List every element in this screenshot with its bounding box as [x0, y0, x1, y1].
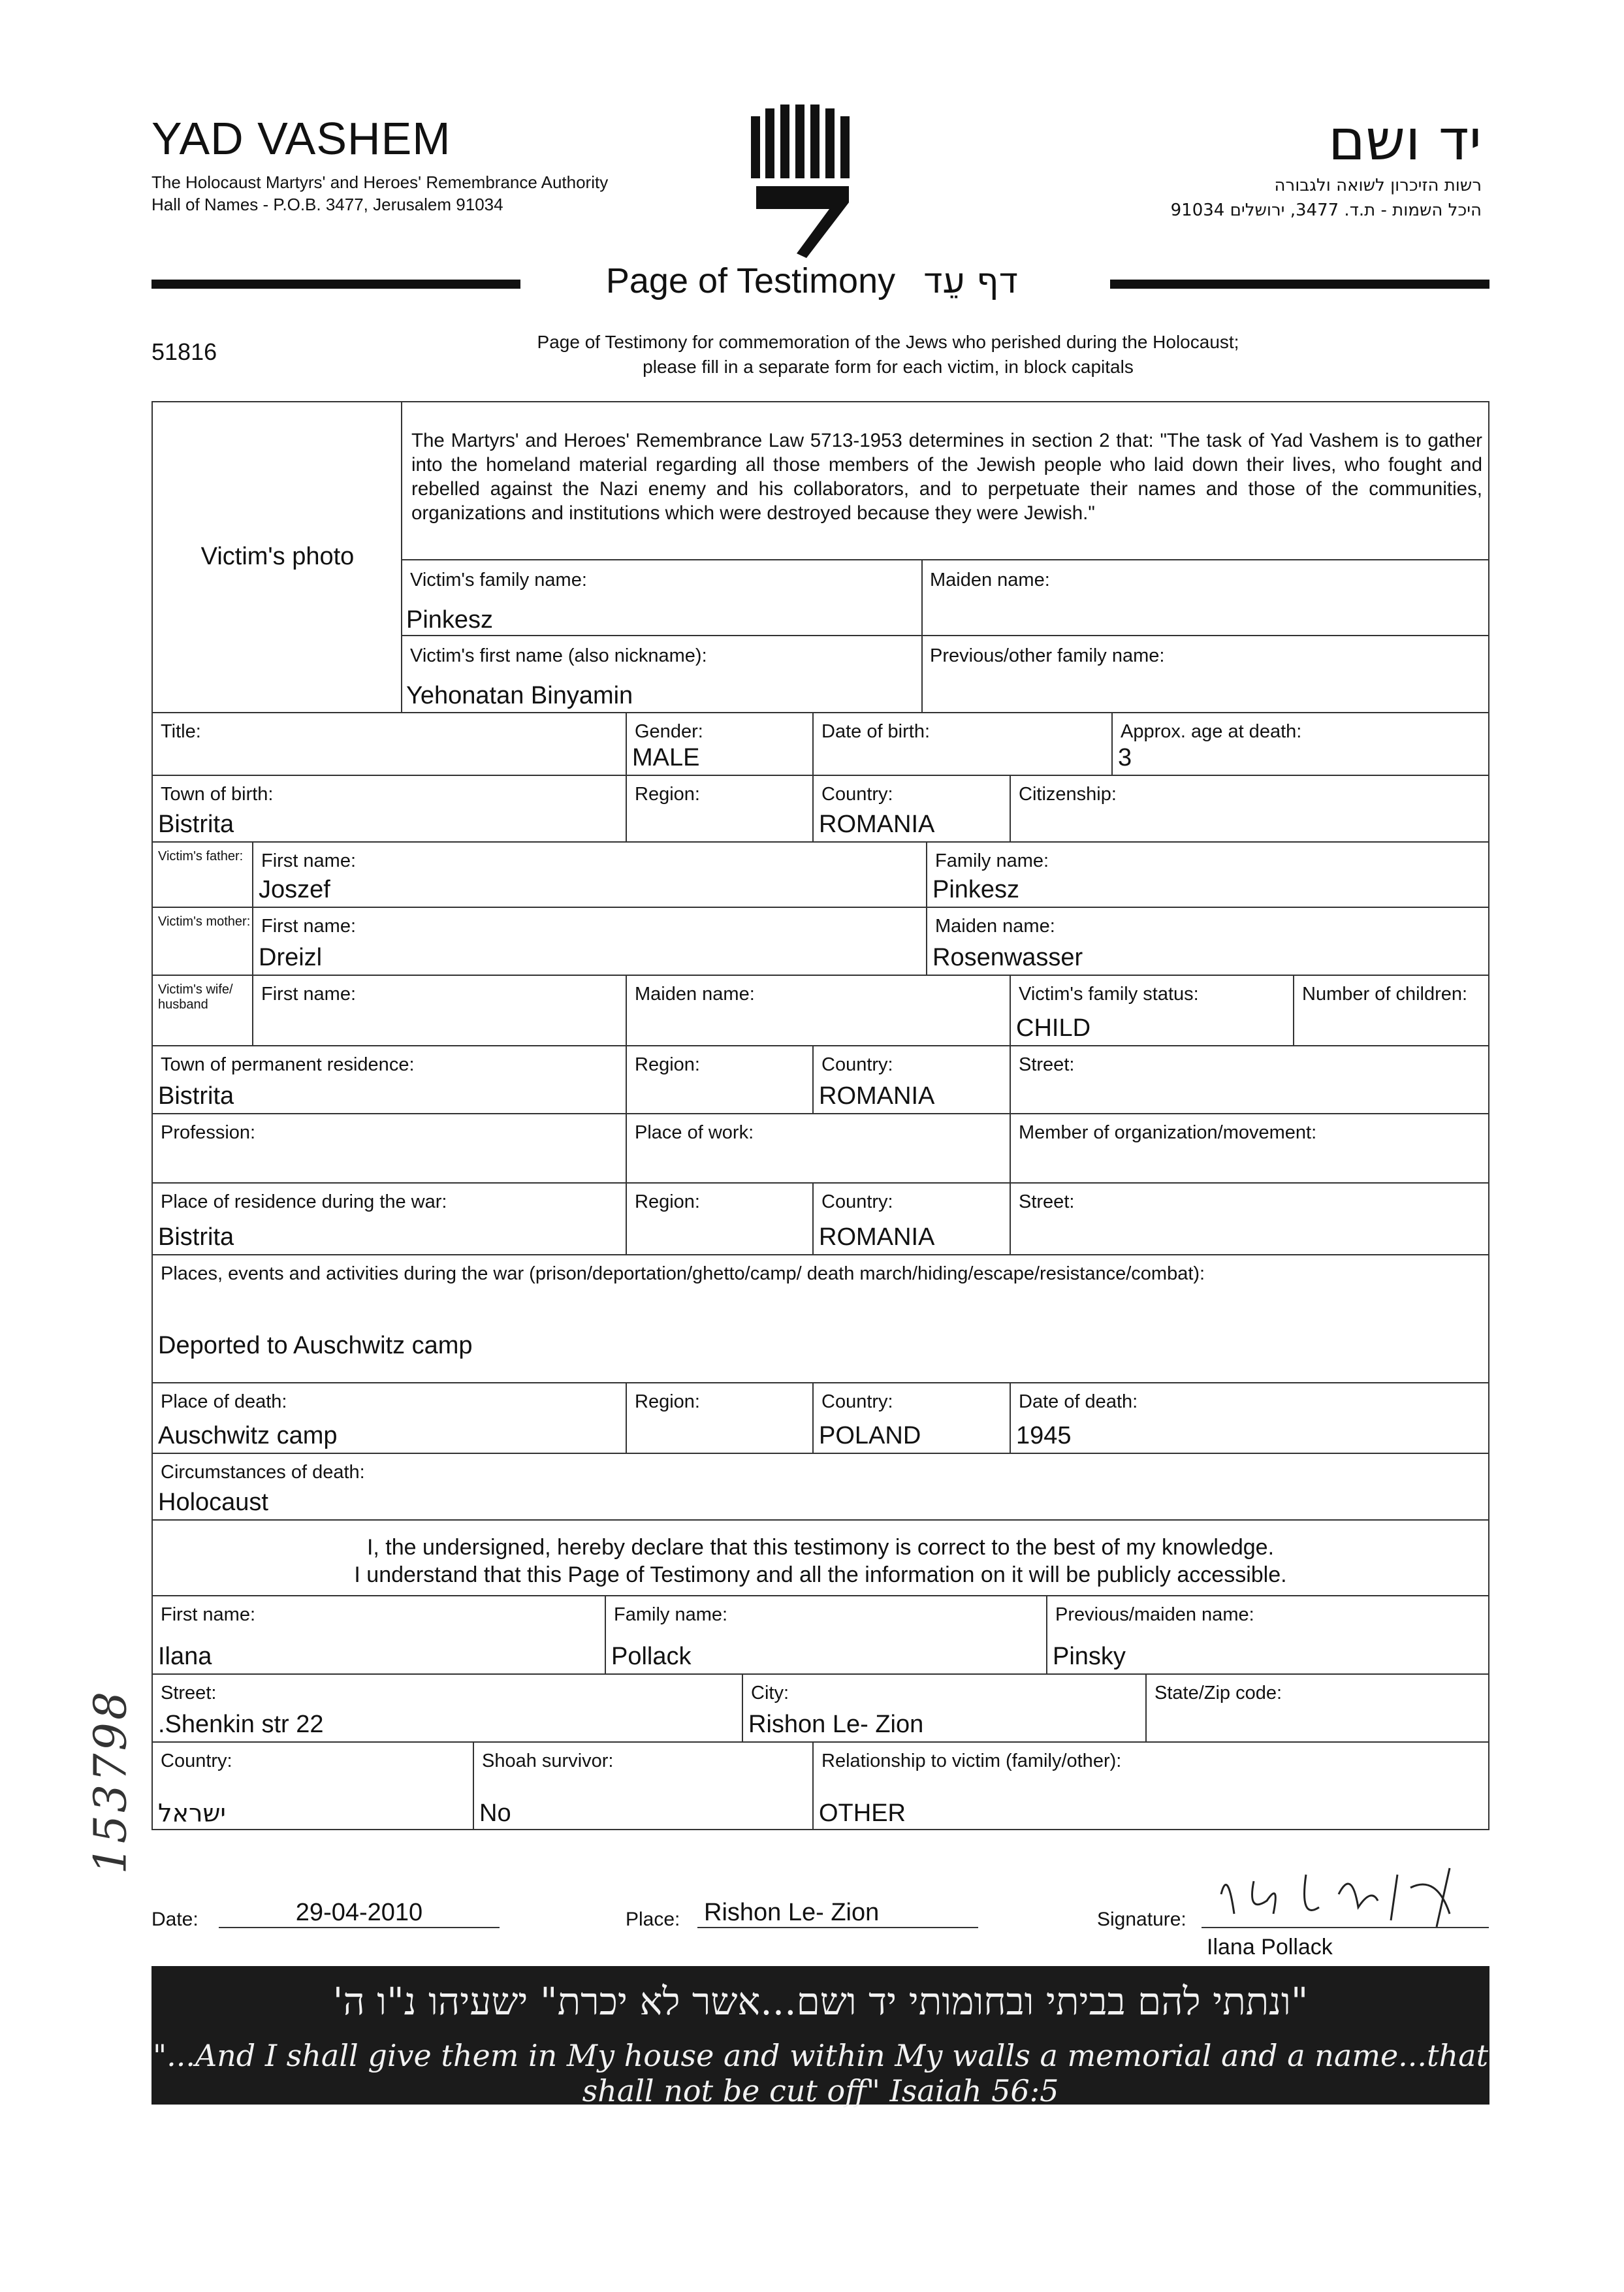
yad-vashem-logo: [744, 105, 862, 258]
war-country-value: ROMANIA: [819, 1223, 935, 1251]
relation-cell[interactable]: Relationship to victim (family/other): OTHER: [812, 1743, 1489, 1830]
perm-street-cell[interactable]: Street:: [1010, 1046, 1489, 1113]
profession-row: [153, 1114, 1488, 1184]
submitter-country-cell[interactable]: Country: ישראל: [158, 1751, 232, 1828]
war-town-value: Bistrita: [158, 1223, 234, 1251]
signature-field[interactable]: [1202, 1894, 1489, 1928]
spouse-maiden-cell[interactable]: Maiden name:: [626, 976, 1010, 1045]
address-line: Hall of Names - P.O.B. 3477, Jerusalem 91034: [151, 195, 503, 214]
page-title-en: Page of Testimony: [605, 261, 896, 300]
photo-label: Victim's photo: [200, 543, 355, 570]
member-cell[interactable]: Member of organization/movement:: [1010, 1114, 1489, 1182]
mother-first-cell[interactable]: First name: Dreizl: [252, 908, 926, 975]
family-name-label: Victim's family name:: [410, 570, 587, 590]
mother-maiden-value: Rosenwasser: [932, 944, 1083, 971]
permanent-residence-row: [153, 1046, 1488, 1114]
war-street-cell[interactable]: Street:: [1010, 1184, 1489, 1254]
signature-name: Ilana Pollack: [1207, 1935, 1333, 1960]
title-cell[interactable]: Title:: [161, 721, 201, 742]
submitter-street-cell[interactable]: Street: .Shenkin str 22: [158, 1683, 324, 1738]
submitter-name-row: [153, 1596, 1488, 1675]
date-value: 29-04-2010: [295, 1899, 423, 1926]
death-place-value: Auschwitz camp: [158, 1422, 338, 1449]
perm-country-value: ROMANIA: [819, 1082, 935, 1110]
perm-country-cell[interactable]: Country: ROMANIA: [812, 1046, 1010, 1113]
submitter-family-cell[interactable]: Family name: Pollack: [605, 1596, 1046, 1673]
profession-cell[interactable]: Profession:: [161, 1122, 256, 1143]
declaration-row: [153, 1521, 1488, 1596]
authority-line-he: רשות הזיכרון לשואה ולגבורה: [1274, 176, 1482, 195]
father-tag: Victim's father:: [158, 849, 244, 864]
isaiah-banner: [151, 1966, 1489, 2108]
mother-first-value: Dreizl: [259, 944, 323, 971]
circumstances-value: Holocaust: [158, 1489, 268, 1516]
yad-vashem-title-he: יד ושם: [1328, 108, 1482, 173]
submitter-first-value: Ilana: [158, 1643, 212, 1670]
maiden-name-label: Maiden name:: [930, 570, 1050, 590]
war-region-cell[interactable]: Region:: [626, 1184, 812, 1254]
children-cell[interactable]: Number of children:: [1293, 976, 1489, 1045]
place-field[interactable]: [697, 1894, 978, 1928]
submitter-first-cell[interactable]: First name: Ilana: [158, 1604, 256, 1670]
town-of-birth-cell[interactable]: Town of birth: Bistrita: [158, 784, 274, 838]
first-name-label: Victim's first name (also nickname):: [410, 645, 707, 666]
date-label: Date:: [151, 1909, 199, 1930]
instructions: [366, 330, 1410, 379]
age-value: 3: [1118, 744, 1132, 771]
family-status-value: CHILD: [1016, 1014, 1091, 1042]
prev-family-name-label: Previous/other family name:: [930, 645, 1165, 666]
work-cell[interactable]: Place of work:: [626, 1114, 1010, 1182]
events-label: Places, events and activities during the war (prison/deportation/ghetto/camp/ death march/hiding/escape/resistance/combat):: [161, 1263, 1205, 1284]
photo-box: [153, 402, 402, 712]
mother-row: [153, 908, 1488, 976]
birth-country-value: ROMANIA: [819, 811, 935, 838]
submitter-family-value: Pollack: [611, 1643, 692, 1670]
father-first-value: Joszef: [259, 876, 330, 903]
birth-row: [153, 776, 1488, 843]
dob-cell[interactable]: Date of birth:: [812, 713, 1111, 775]
submitter-country-row: [153, 1743, 1488, 1830]
death-place-cell[interactable]: Place of death: Auschwitz camp: [158, 1391, 338, 1449]
victim-header-block: [153, 402, 1488, 713]
signature-scribble: [1202, 1855, 1489, 1927]
gender-value: MALE: [632, 744, 700, 771]
survivor-cell[interactable]: Shoah survivor: No: [473, 1743, 812, 1830]
submitter-city-value: Rishon Le- Zion: [748, 1711, 924, 1738]
submitter-city-cell[interactable]: City: Rishon Le- Zion: [742, 1675, 1145, 1741]
citizenship-cell[interactable]: Citizenship:: [1010, 776, 1489, 841]
father-family-cell[interactable]: Family name: Pinkesz: [926, 843, 1489, 907]
father-family-value: Pinkesz: [932, 876, 1020, 903]
perm-town-value: Bistrita: [158, 1082, 234, 1110]
spouse-first-cell[interactable]: First name:: [252, 976, 626, 1045]
first-name-value[interactable]: Yehonatan Binyamin: [406, 682, 633, 709]
page-title-he: דף עֵד: [923, 260, 1019, 301]
place-label: Place:: [626, 1909, 680, 1930]
town-of-birth-value: Bistrita: [158, 811, 234, 838]
page-title: [0, 260, 1624, 301]
family-name-value[interactable]: Pinkesz: [406, 606, 494, 634]
submitter-zip-cell[interactable]: State/Zip code:: [1145, 1675, 1489, 1741]
submitter-country-value: ישראל: [158, 1799, 226, 1828]
testimony-form: [151, 401, 1489, 1830]
header-subtitle-he: [1171, 173, 1482, 223]
perm-region-cell[interactable]: Region:: [626, 1046, 812, 1113]
banner-english: "...And I shall give them in My house and within My walls a memorial and a name...that shall not be cut off" Isaiah 56:5: [152, 2038, 1489, 2108]
birth-region-cell[interactable]: Region:: [626, 776, 812, 841]
death-country-cell[interactable]: Country: POLAND: [812, 1383, 1010, 1453]
spouse-row: [153, 976, 1488, 1046]
submitter-prev-value: Pinsky: [1053, 1643, 1126, 1670]
address-line-he: היכל השמות - ת.ד. 3477, ירושלים 91034: [1170, 201, 1482, 220]
perm-town-cell[interactable]: Town of permanent residence: Bistrita: [158, 1054, 415, 1110]
survivor-value: No: [479, 1800, 511, 1827]
mother-maiden-cell[interactable]: Maiden name: Rosenwasser: [926, 908, 1489, 975]
gender-cell[interactable]: Gender: MALE: [626, 713, 812, 775]
war-town-cell[interactable]: Place of residence during the war: Bistrita: [158, 1191, 447, 1251]
birth-country-cell[interactable]: Country: ROMANIA: [812, 776, 1010, 841]
declaration-text: I, the undersigned, hereby declare that this testimony is correct to the best of my knowledge. I understand that this Page of Testimony and all the information on it will be publicly accessible.: [354, 1535, 1287, 1587]
date-field[interactable]: [219, 1894, 500, 1928]
law-text: The Martyrs' and Heroes' Remembrance Law 5713-1953 determines in section 2 that: "The task of Yad Vashem is to gather into the homeland material regarding all those members of the Jewish people who laid down their lives, who fought and rebelled against the Nazi enemy and his collaborators, and to perpetuate their names and those of the communities, organizations and institutions which were destroyed because they were Jewish.": [411, 430, 1482, 524]
circumstances-label: Circumstances of death:: [161, 1462, 365, 1483]
death-row: [153, 1383, 1488, 1454]
death-country-value: POLAND: [819, 1422, 921, 1449]
signature-label: Signature:: [1097, 1909, 1186, 1930]
submitter-prev-cell[interactable]: Previous/maiden name: Pinsky: [1046, 1596, 1489, 1673]
family-status-cell[interactable]: Victim's family status: CHILD: [1010, 976, 1293, 1045]
authority-line: The Holocaust Martyrs' and Heroes' Remembrance Authority: [151, 172, 609, 192]
father-row: [153, 843, 1488, 908]
age-cell[interactable]: Approx. age at death: 3: [1111, 713, 1489, 775]
spouse-tag: Victim's wife/ husband: [158, 982, 233, 1012]
war-country-cell[interactable]: Country: ROMANIA: [812, 1184, 1010, 1254]
war-residence-row: [153, 1184, 1488, 1255]
events-row[interactable]: [153, 1255, 1488, 1383]
banner-hebrew: "ונתתי להם בביתי ובחומותי יד ושם...אשר לא יכרת" ישעיהו נ"ו ה': [332, 1979, 1309, 2024]
place-value: Rishon Le- Zion: [704, 1899, 880, 1926]
father-first-cell[interactable]: First name: Joszef: [252, 843, 926, 907]
instruction-line-1: Page of Testimony for commemoration of the Jews who perished during the Holocaust;: [537, 332, 1239, 352]
submitter-address-row: [153, 1675, 1488, 1743]
instruction-line-2: please fill in a separate form for each victim, in block capitals: [643, 357, 1134, 377]
relation-value: OTHER: [819, 1800, 906, 1827]
header-subtitle-en: [151, 171, 608, 216]
death-region-cell[interactable]: Region:: [626, 1383, 812, 1453]
death-date-value: 1945: [1016, 1422, 1072, 1449]
death-date-cell[interactable]: Date of death: 1945: [1010, 1383, 1489, 1453]
handwritten-id-stamp: 153798: [85, 1688, 137, 1875]
circumstances-row[interactable]: [153, 1454, 1488, 1521]
submitter-street-value: .Shenkin str 22: [158, 1711, 324, 1738]
title-row: [153, 713, 1488, 776]
serial-number: 51816: [151, 338, 217, 365]
yad-vashem-title-en: YAD VASHEM: [151, 113, 451, 164]
events-value: Deported to Auschwitz camp: [158, 1332, 473, 1359]
mother-tag: Victim's mother:: [158, 914, 251, 929]
